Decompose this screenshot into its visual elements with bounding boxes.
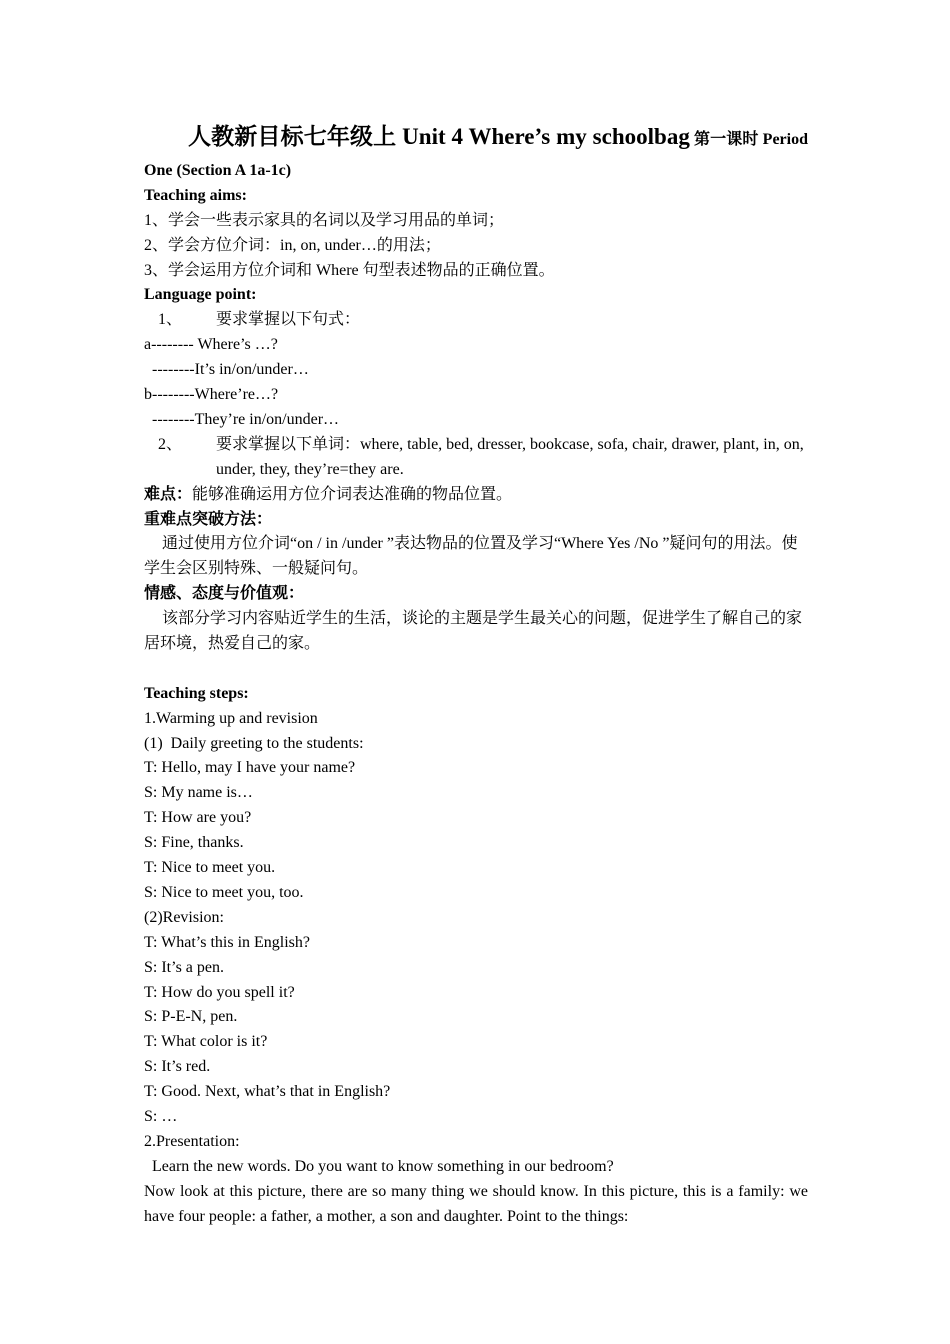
aim-item: 3、学会运用方位介词和 Where 句型表述物品的正确位置。 <box>144 261 555 279</box>
step-line: S: … <box>144 1107 178 1125</box>
step-line: T: Nice to meet you. <box>144 859 276 877</box>
step-line: T: Hello, may I have your name? <box>144 759 356 777</box>
sentence-pattern: a-------- Where’s …? <box>144 336 278 354</box>
step-line: T: How are you? <box>144 809 252 827</box>
values-heading: 情感、态度与价值观： <box>144 585 305 603</box>
title-period: 第一课时 Period <box>689 131 808 148</box>
sentence-pattern: --------It’s in/on/under… <box>144 361 309 379</box>
method-heading: 重难点突破方法： <box>144 510 273 528</box>
sentence-pattern: --------They’re in/on/under… <box>144 410 340 428</box>
step-line: 2.Presentation: <box>144 1132 240 1150</box>
title-subtitle: One (Section A 1a-1c) <box>144 162 292 179</box>
point-text: 要求掌握以下句式： <box>216 311 361 329</box>
difficulty-text: 能够准确运用方位介词表达准确的物品位置。 <box>192 485 513 503</box>
difficulty-label: 难点： <box>144 485 193 503</box>
title-main: 人教新目标七年级上 Unit 4 Where’s my schoolbag <box>188 124 690 149</box>
step-line: Learn the new words. Do you want to know something in our bedroom? <box>144 1157 614 1175</box>
difficulty-line <box>144 483 808 508</box>
step-line: T: What color is it? <box>144 1033 268 1051</box>
step-line: S: It’s red. <box>144 1058 211 1076</box>
step-line: T: Good. Next, what’s that in English? <box>144 1083 391 1101</box>
aim-item: 1、学会一些表示家具的名词以及学习用品的单词； <box>144 211 505 229</box>
step-line: T: How do you spell it? <box>144 983 295 1001</box>
aims-heading: Teaching aims: <box>144 186 247 204</box>
language-point-1 <box>144 308 808 333</box>
step-line: S: Nice to meet you, too. <box>144 883 304 901</box>
step-line: T: What’s this in English? <box>144 933 311 951</box>
language-point-2 <box>144 433 808 483</box>
point-text: 要求掌握以下单词：where, table, bed, dresser, bookcase, sofa, chair, drawer, plant, in, on, under, they, they’re=they are. <box>216 435 804 478</box>
step-line: S: P-E-N, pen. <box>144 1008 238 1026</box>
step-line: (2)Revision: <box>144 908 224 926</box>
point-number: 1、 <box>158 311 183 329</box>
values-text: 该部分学习内容贴近学生的生活，谈论的主题是学生最关心的问题，促进学生了解自己的家居环境，热爱自己的家。 <box>144 610 803 653</box>
sentence-pattern: b--------Where’re…? <box>144 386 279 404</box>
steps-heading: Teaching steps: <box>144 684 249 702</box>
presentation-paragraph: Now look at this picture, there are so many thing we should know. In this picture, this is a family: we have four people: a father, a mother, a son and daughter. Point to the things: <box>144 1182 808 1225</box>
language-heading: Language point: <box>144 286 257 304</box>
blank-line <box>144 657 808 682</box>
method-text: 通过使用方位介词“on / in /under ”表达物品的位置及学习“Where Yes /No ”疑问句的用法。使学生会区别特殊、一般疑问句。 <box>144 535 798 578</box>
document-title <box>144 118 808 159</box>
step-line: S: Fine, thanks. <box>144 834 244 852</box>
step-line: S: My name is… <box>144 784 253 802</box>
step-line: S: It’s a pen. <box>144 958 224 976</box>
aim-item: 2、学会方位介词：in, on, under…的用法； <box>144 236 441 254</box>
step-line: (1) Daily greeting to the students: <box>144 734 364 752</box>
step-line: 1.Warming up and revision <box>144 709 318 727</box>
document-page <box>144 118 808 1229</box>
point-number: 2、 <box>158 435 183 453</box>
